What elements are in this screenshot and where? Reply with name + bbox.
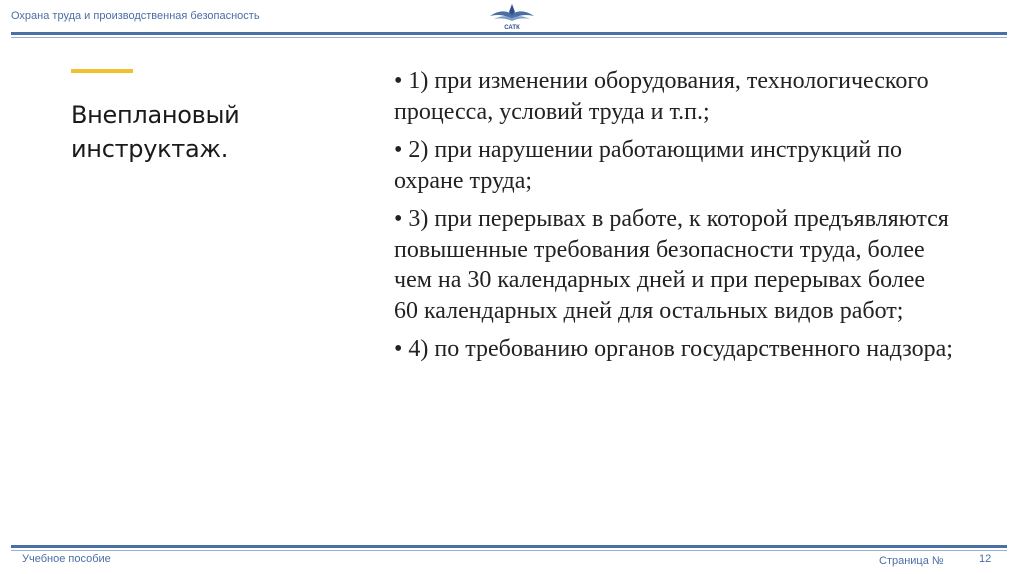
bullet-text: 1) при изменении оборудования, технологического процесса, условий труда и т.п.; [394,68,929,125]
bullet-list [394,66,954,373]
list-item [394,135,954,196]
title-accent-bar [71,69,133,73]
list-item [394,204,954,326]
slide-title: Внеплановый инструктаж. [71,101,240,163]
footer-divider-thin [11,550,1007,551]
header-divider-thin [11,37,1007,38]
list-item [394,66,954,127]
bullet-marker: • [394,137,403,163]
bullet-marker: • [394,206,403,232]
college-logo [488,2,536,32]
header-title: Охрана труда и производственная безопасность [11,10,260,22]
bullet-marker: • [394,336,403,362]
page-number: 12 [979,553,992,565]
bullet-text: 3) при перерывах в работе, к которой предъявляются повышенные требования безопасности труда, более чем на 30 календарных дней и при перерывах более 60 календарных дней для остальных видов работ; [394,206,949,324]
bullet-text: 4) по требованию органов государственного надзора; [408,336,953,362]
footer-caption: Учебное пособие [22,553,111,565]
bullet-text: 2) при нарушении работающими инструкций по охране труда; [394,137,903,194]
bullet-marker: • [394,68,403,94]
list-item [394,334,954,365]
footer-divider [11,545,1007,548]
header-divider [11,32,1007,35]
page-number-label: Страница № [879,555,944,567]
logo-text: САТК [504,25,520,31]
